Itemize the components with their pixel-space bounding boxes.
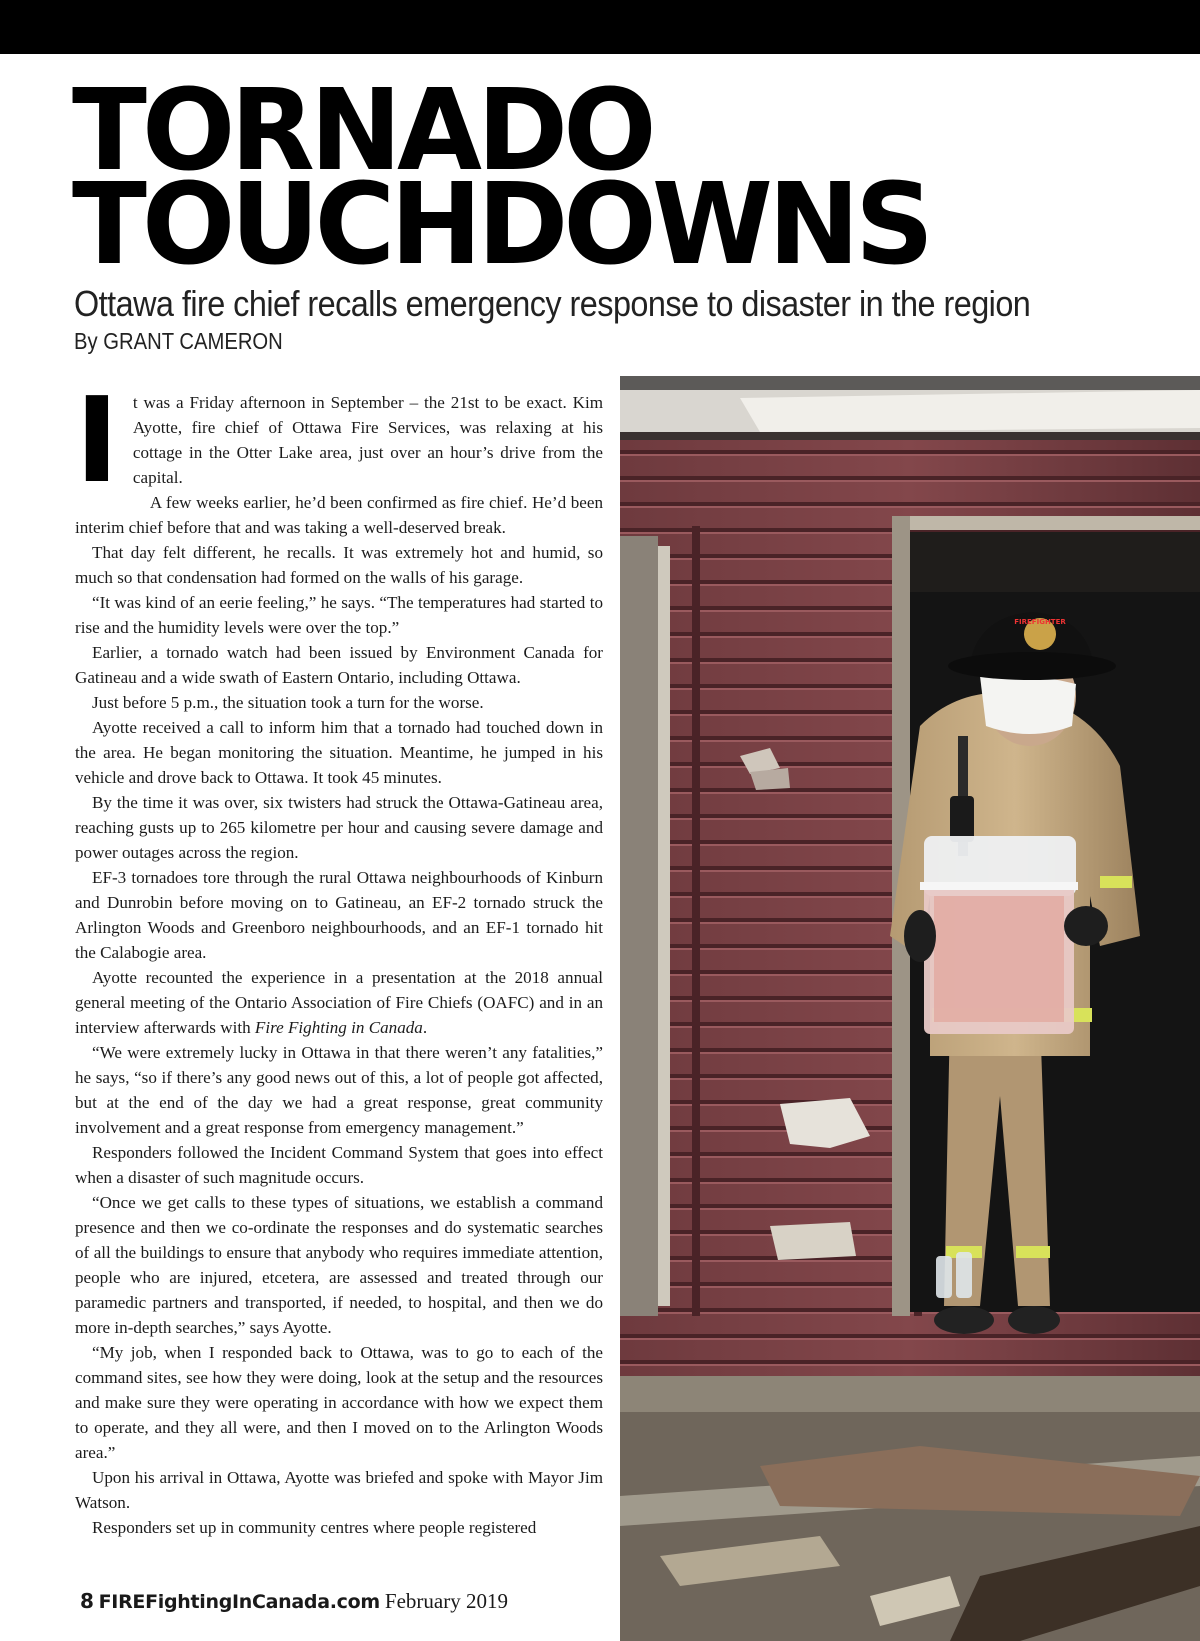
firefighter-photo	[620, 376, 1200, 1641]
top-black-bar	[0, 0, 1200, 54]
article-paragraph-9: EF-3 tornadoes tore through the rural Ottawa neighbourhoods of Kinburn and Dunrobin before moving on to Gatineau, an EF-2 tornado struck the Arlington Woods and Greenboro neighbourhoods, and an EF-1 tornado hit the Calabogie area.	[75, 868, 603, 962]
article-paragraph-7: Ayotte received a call to inform him that a tornado had touched down in the area. He began monitoring the situation. Meantime, he jumped in his vehicle and drove back to Ottawa. It took 45 minutes.	[75, 718, 603, 787]
drop-cap: I	[75, 371, 119, 509]
byline-author: GRANT CAMERON	[103, 328, 283, 354]
page-footer	[80, 1588, 508, 1615]
article-paragraph-12: Responders followed the Incident Command System that goes into effect when a disaster of such magnitude occurs.	[75, 1143, 603, 1187]
paragraph-10-end: .	[422, 1018, 428, 1037]
article-paragraph-10	[75, 965, 603, 1040]
article-paragraph-3: That day felt different, he recalls. It was extremely hot and humid, so much so that condensation had formed on the walls of his garage.	[75, 543, 603, 587]
deck-subtitle: Ottawa fire chief recalls emergency response to disaster in the region	[74, 283, 1031, 324]
headline-line-1: TORNADO	[72, 66, 652, 196]
byline-prefix: By	[74, 328, 98, 354]
byline	[74, 328, 283, 355]
helmet-badge-text: FIREFIGHTER	[1014, 618, 1066, 626]
article-paragraph-13: “Once we get calls to these types of situations, we establish a command presence and then we co-ordinate the responses and do systematic searches of all the buildings to ensure that anybody who requires immediate attention, people who are injured, etcetera, are assessed and treated through our paramedic partners and transported, if needed, to hospital, and then we do more in-depth searches,” says Ayotte.	[75, 1193, 603, 1337]
page-number: 8	[80, 1589, 94, 1613]
issue-date: February 2019	[384, 1589, 508, 1613]
paragraph-10-text: Ayotte recounted the experience in a presentation at the 2018 annual general meeting of the Ontario Association of Fire Chiefs (OAFC) and in an interview afterwards with	[75, 968, 603, 1037]
publication-name: Fire Fighting in Canada	[254, 1018, 423, 1037]
article-paragraph-6: Just before 5 p.m., the situation took a turn for the worse.	[92, 693, 484, 712]
article-paragraph-2: A few weeks earlier, he’d been confirmed as fire chief. He’d been interim chief before that and was taking a well-deserved break.	[75, 493, 603, 537]
article-paragraph-1	[75, 371, 603, 509]
headline-line-2: TOUCHDOWNS	[72, 160, 930, 290]
article-paragraph-5: Earlier, a tornado watch had been issued by Environment Canada for Gatineau and a wide swath of Eastern Ontario, including Ottawa.	[75, 643, 603, 687]
article-paragraph-15: Upon his arrival in Ottawa, Ayotte was briefed and spoke with Mayor Jim Watson.	[75, 1468, 603, 1512]
firefighter-photo-illustration	[620, 376, 1200, 1641]
article-paragraph-16: Responders set up in community centres where people registered	[92, 1518, 537, 1537]
headline	[72, 66, 930, 290]
publication-website: FIREFightingInCanada.com	[98, 1591, 380, 1613]
article-body	[75, 371, 603, 1540]
article-paragraph-8: By the time it was over, six twisters had struck the Ottawa-Gatineau area, reaching gusts up to 265 kilometre per hour and causing severe damage and power outages across the region.	[75, 793, 603, 862]
article-paragraph-14: “My job, when I responded back to Ottawa, was to go to each of the command sites, see how they were doing, look at the setup and the resources and make sure they were operating in accordance with how we expect them to operate, and they all were, and then I moved on to the Arlington Woods area.”	[75, 1343, 603, 1462]
paragraph-1-text: t was a Friday afternoon in September – the 21st to be exact. Kim Ayotte, fire chief of Ottawa Fire Services, was relaxing at his cottage in the Otter Lake area, just over an hour’s drive from the capital.	[132, 393, 603, 487]
article-paragraph-4: “It was kind of an eerie feeling,” he says. “The temperatures had started to rise and the humidity levels were over the top.”	[75, 593, 603, 637]
article-paragraph-11: “We were extremely lucky in Ottawa in that there weren’t any fatalities,” he says, “so if there’s any good news out of this, a lot of people got affected, but at the end of the day we had a great response, great community involvement and a great response from emergency management.”	[75, 1043, 603, 1137]
